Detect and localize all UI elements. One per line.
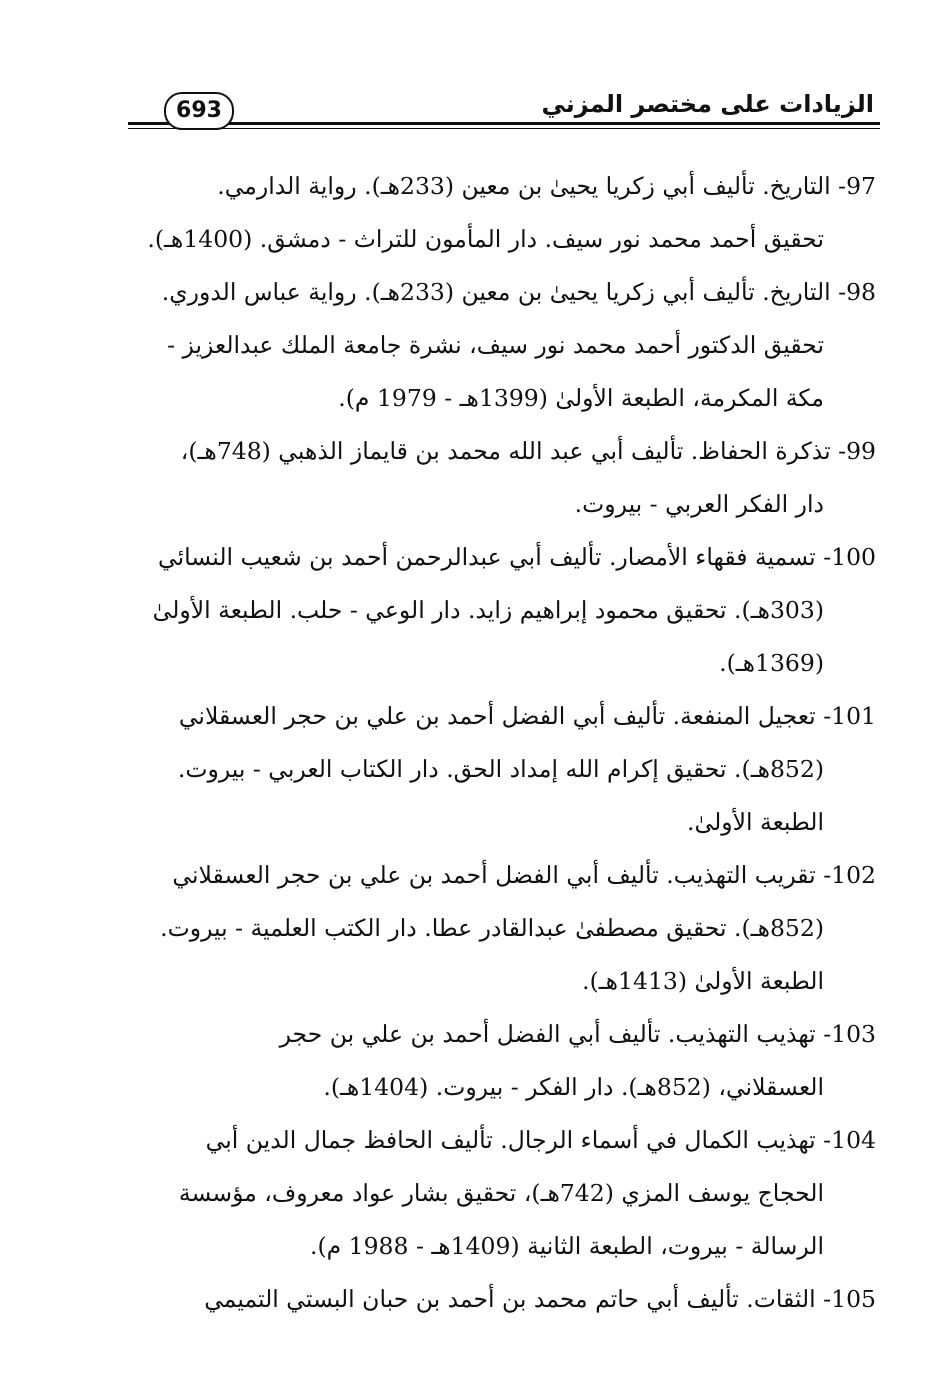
- header-rule-thin: [128, 128, 880, 129]
- entry-continuation-line: الطبعة الأولىٰ (1413هـ).: [582, 967, 824, 995]
- entry-continuation-line: تحقيق أحمد محمد نور سيف. دار المأمون للتراث - دمشق. (1400هـ).: [147, 225, 824, 253]
- entry-continuation-line: (852هـ). تحقيق إكرام الله إمداد الحق. دار الكتاب العربي - بيروت.: [177, 755, 824, 783]
- entry-first-line: 105- الثقات. تأليف أبي حاتم محمد بن أحمد بن حبان البستي التميمي: [204, 1285, 876, 1313]
- entry-continuation-line: (852هـ). تحقيق مصطفىٰ عبدالقادر عطا. دار الكتب العلمية - بيروت.: [160, 914, 824, 942]
- entry-continuation-line: تحقيق الدكتور أحمد محمد نور سيف، نشرة جامعة الملك عبدالعزيز -: [167, 331, 824, 359]
- page-header: [128, 88, 880, 132]
- entry-continuation-line: مكة المكرمة، الطبعة الأولىٰ (1399هـ - 1979 م).: [338, 384, 824, 412]
- bibliography-list: [128, 160, 876, 1326]
- entry-continuation-line: العسقلاني، (852هـ). دار الفكر - بيروت. (1404هـ).: [323, 1073, 824, 1101]
- running-title: الزيادات على مختصر المزني: [541, 90, 874, 118]
- entry-continuation-line: الرسالة - بيروت، الطبعة الثانية (1409هـ - 1988 م).: [309, 1232, 824, 1260]
- entry-first-line: 100- تسمية فقهاء الأمصار. تأليف أبي عبدالرحمن أحمد بن شعيب النسائي: [158, 543, 876, 571]
- entry-continuation-line: (303هـ). تحقيق محمود إبراهيم زايد. دار الوعي - حلب. الطبعة الأولىٰ: [152, 596, 824, 624]
- entry-first-line: 102- تقريب التهذيب. تأليف أبي الفضل أحمد بن علي بن حجر العسقلاني: [172, 861, 876, 889]
- entry-first-line: 101- تعجيل المنفعة. تأليف أبي الفضل أحمد بن علي بن حجر العسقلاني: [178, 702, 876, 730]
- entry-first-line: 103- تهذيب التهذيب. تأليف أبي الفضل أحمد بن علي بن حجر: [279, 1020, 876, 1048]
- entry-continuation-line: دار الفكر العربي - بيروت.: [574, 490, 824, 518]
- entry-first-line: 98- التاريخ. تأليف أبي زكريا يحيىٰ بن معين (233هـ). رواية عباس الدوري.: [161, 278, 876, 306]
- entry-first-line: 99- تذكرة الحفاظ. تأليف أبي عبد الله محمد بن قايماز الذهبي (748هـ)،: [180, 437, 876, 465]
- entry-continuation-line: الطبعة الأولىٰ.: [687, 808, 824, 836]
- header-rule-thick: [128, 122, 880, 125]
- entry-first-line: 97- التاريخ. تأليف أبي زكريا يحيىٰ بن معين (233هـ). رواية الدارمي.: [217, 172, 876, 200]
- entry-first-line: 104- تهذيب الكمال في أسماء الرجال. تأليف الحافظ جمال الدين أبي: [205, 1126, 876, 1154]
- entry-continuation-line: الحجاج يوسف المزي (742هـ)، تحقيق بشار عواد معروف، مؤسسة: [178, 1179, 824, 1207]
- page-number: 693: [164, 92, 234, 130]
- entry-continuation-line: (1369هـ).: [719, 649, 824, 677]
